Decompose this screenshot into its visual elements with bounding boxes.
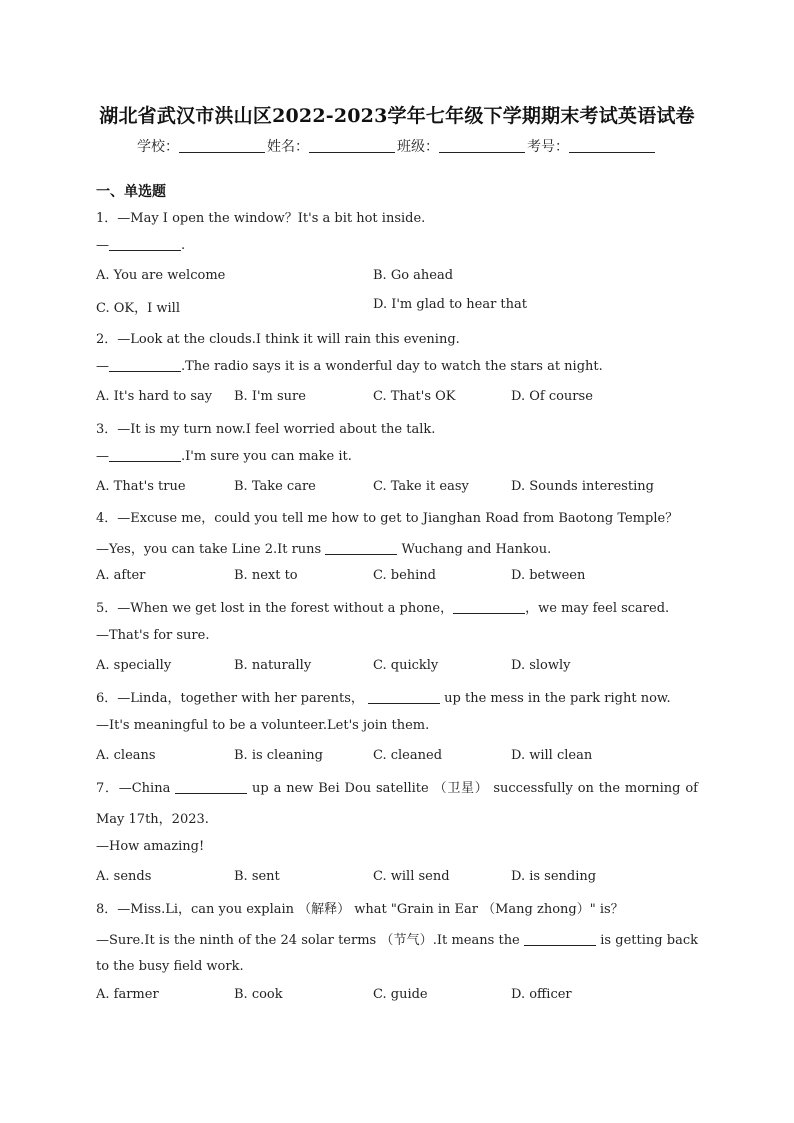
number-field[interactable]	[527, 136, 657, 156]
q1-option-c[interactable]: C. OK，I will	[96, 301, 180, 316]
q3-stem: 3．—It is my turn now.I feel worried about the talk.	[96, 422, 436, 437]
q3-response: — .I'm sure you can make it.	[96, 449, 352, 464]
q2-option-c[interactable]: C. That's OK	[373, 389, 456, 404]
q8-option-b[interactable]: B. cook	[234, 987, 283, 1002]
q7-stem-cont: May 17th，2023.	[96, 812, 209, 827]
q8-response-cont: to the busy field work.	[96, 959, 244, 974]
q2-blank[interactable]	[109, 359, 181, 372]
school-blank[interactable]	[179, 138, 265, 153]
class-label: 班级：	[397, 139, 439, 155]
q8-stem: 8．—Miss.Li，can you explain （解释） what "Grain in Ear （Mang zhong）" is？	[96, 902, 624, 917]
class-field[interactable]	[397, 136, 527, 156]
q5-option-d[interactable]: D. slowly	[511, 658, 571, 673]
q3-option-c[interactable]: C. Take it easy	[373, 479, 469, 494]
q3-option-a[interactable]: A. That's true	[96, 479, 186, 494]
school-label: 学校：	[137, 139, 179, 155]
q4-blank[interactable]	[325, 542, 397, 555]
q4-response: —Yes，you can take Line 2.It runs Wuchang and Hankou.	[96, 542, 552, 557]
student-info-row	[0, 136, 794, 156]
q4-stem: 4．—Excuse me，could you tell me how to get to Jianghan Road from Baotong Temple？	[96, 511, 679, 526]
q1-stem: 1．—May I open the window？It's a bit hot inside.	[96, 211, 426, 226]
q2-option-d[interactable]: D. Of course	[511, 389, 593, 404]
q3-blank[interactable]	[109, 449, 181, 462]
q7-response: —How amazing!	[96, 839, 205, 854]
q6-blank[interactable]	[368, 691, 440, 704]
q2-option-b[interactable]: B. I'm sure	[234, 389, 306, 404]
q6-stem: 6．—Linda，together with her parents， up the mess in the park right now.	[96, 691, 671, 706]
q5-option-c[interactable]: C. quickly	[373, 658, 439, 673]
q5-blank[interactable]	[453, 601, 525, 614]
q4-option-c[interactable]: C. behind	[373, 568, 436, 583]
q8-blank[interactable]	[524, 933, 596, 946]
q2-response: — .The radio says it is a wonderful day to watch the stars at night.	[96, 359, 603, 374]
q5-stem: 5．—When we get lost in the forest without a phone， ，we may feel scared.	[96, 601, 670, 616]
q5-option-a[interactable]: A. specially	[96, 658, 172, 673]
page-title: 湖北省武汉市洪山区2022-2023学年七年级下学期期末考试英语试卷	[99, 105, 695, 127]
name-blank[interactable]	[309, 138, 395, 153]
q8-response: —Sure.It is the ninth of the 24 solar terms （节气）.It means the is getting back	[96, 933, 699, 948]
class-blank[interactable]	[439, 138, 525, 153]
q6-response: —It's meaningful to be a volunteer.Let's join them.	[96, 718, 430, 733]
q4-option-d[interactable]: D. between	[511, 568, 586, 583]
q4-option-b[interactable]: B. next to	[234, 568, 298, 583]
q1-blank[interactable]	[109, 238, 181, 251]
q7-option-a[interactable]: A. sends	[96, 869, 152, 884]
name-field[interactable]	[267, 136, 397, 156]
q7-blank[interactable]	[175, 781, 247, 794]
q1-option-a[interactable]: A. You are welcome	[96, 268, 226, 283]
name-label: 姓名：	[267, 139, 309, 155]
q6-option-b[interactable]: B. is cleaning	[234, 748, 323, 763]
q3-option-d[interactable]: D. Sounds interesting	[511, 479, 654, 494]
number-label: 考号：	[527, 139, 569, 155]
q2-stem: 2．—Look at the clouds.I think it will rain this evening.	[96, 332, 460, 347]
q8-option-a[interactable]: A. farmer	[96, 987, 159, 1002]
q5-option-b[interactable]: B. naturally	[234, 658, 312, 673]
q6-option-d[interactable]: D. will clean	[511, 748, 593, 763]
q4-option-a[interactable]: A. after	[96, 568, 146, 583]
q8-option-c[interactable]: C. guide	[373, 987, 428, 1002]
q5-response: —That's for sure.	[96, 628, 210, 643]
q7-stem: 7．—China up a new Bei Dou satellite （卫星） successfully on the morning of	[96, 781, 698, 796]
school-field[interactable]	[137, 136, 267, 156]
q6-option-c[interactable]: C. cleaned	[373, 748, 443, 763]
q7-option-c[interactable]: C. will send	[373, 869, 450, 884]
q3-option-b[interactable]: B. Take care	[234, 479, 316, 494]
number-blank[interactable]	[569, 138, 655, 153]
q6-option-a[interactable]: A. cleans	[96, 748, 156, 763]
q7-option-d[interactable]: D. is sending	[511, 869, 597, 884]
q1-option-d[interactable]: D. I'm glad to hear that	[373, 297, 527, 312]
q8-option-d[interactable]: D. officer	[511, 987, 572, 1002]
q1-option-b[interactable]: B. Go ahead	[373, 268, 454, 283]
section-heading: 一、单选题	[96, 184, 166, 200]
q1-response: — .	[96, 238, 186, 253]
q2-option-a[interactable]: A. It's hard to say	[96, 389, 213, 404]
q7-option-b[interactable]: B. sent	[234, 869, 280, 884]
